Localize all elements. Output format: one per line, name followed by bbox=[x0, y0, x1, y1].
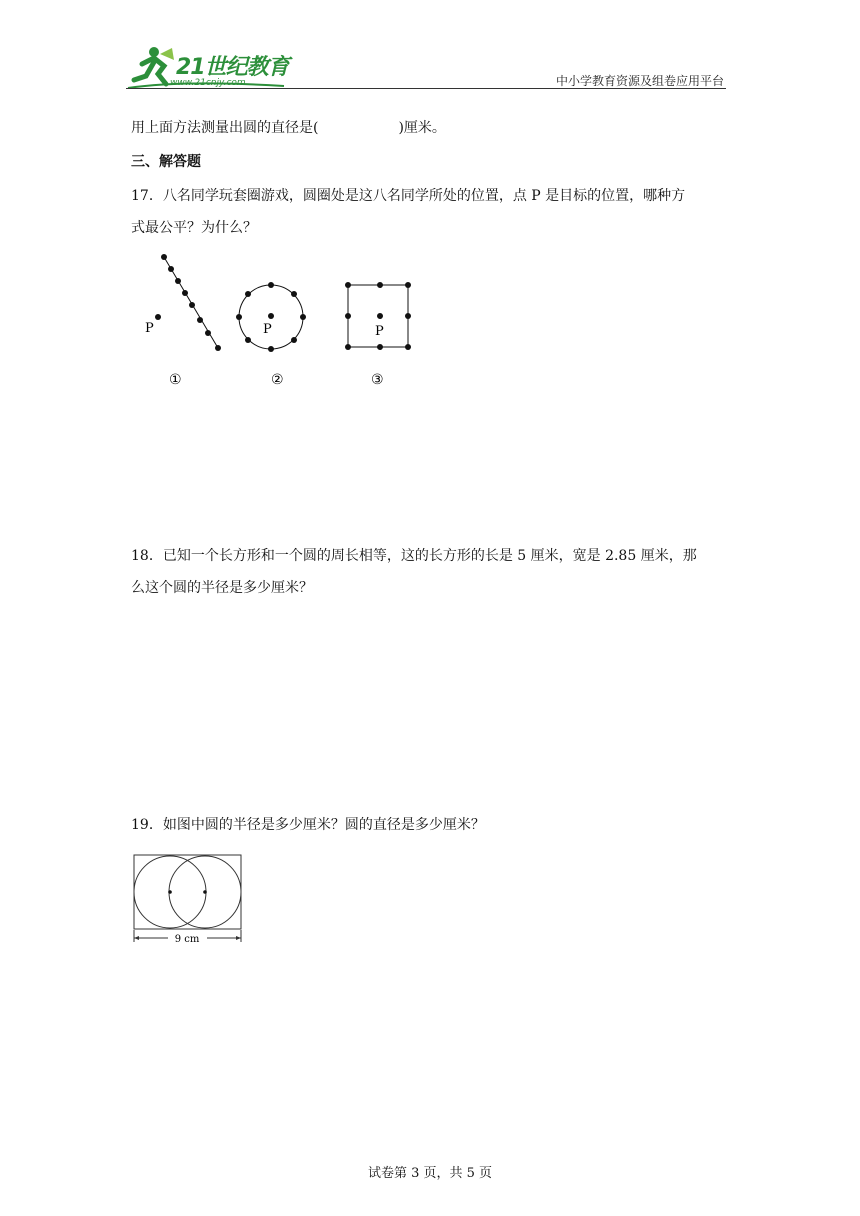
q17-line-2: 式最公平？为什么？ bbox=[131, 220, 257, 236]
option-3-label: ③ bbox=[371, 372, 384, 388]
header-divider bbox=[126, 88, 726, 89]
q17-figure bbox=[135, 250, 435, 395]
q17-line-1: 17．八名同学玩套圈游戏，圆圈处是这八名同学所处的位置，点 P 是目标的位置，哪种方 bbox=[131, 188, 686, 204]
point-p-label-1: P bbox=[145, 321, 154, 336]
option-2-circle-diagram bbox=[236, 282, 306, 352]
section-title: 三、解答题 bbox=[131, 154, 201, 170]
page-header bbox=[0, 0, 860, 100]
point-p-label-2: P bbox=[263, 322, 272, 337]
q16-text-before: 用上面方法测量出圆的直径是( bbox=[131, 120, 319, 136]
q18-line-2: 么这个圆的半径是多少厘米？ bbox=[131, 580, 313, 596]
q18-line-1: 18．已知一个长方形和一个圆的周长相等，这的长方形的长是 5 厘米，宽是 2.85 厘米，那 bbox=[131, 548, 697, 564]
q19-line-1: 19．如图中圆的半径是多少厘米？圆的直径是多少厘米？ bbox=[131, 817, 485, 833]
point-p-label-3: P bbox=[375, 324, 384, 339]
q16-text-after: )厘米。 bbox=[398, 120, 446, 136]
page-footer: 试卷第 3 页，共 5 页 bbox=[367, 1166, 493, 1181]
option-3-square-diagram bbox=[345, 282, 411, 350]
q16-answer-line bbox=[131, 118, 446, 138]
site-tagline: 中小学教育资源及组卷应用平台 bbox=[555, 74, 724, 88]
logo-url: www.21cnjy.com bbox=[170, 78, 246, 88]
option-2-label: ② bbox=[271, 372, 284, 388]
logo-text: 21世纪教育 bbox=[176, 55, 289, 80]
option-1-label: ① bbox=[169, 372, 182, 388]
dimension-label: 9 cm bbox=[174, 934, 200, 945]
q19-figure bbox=[128, 850, 248, 945]
option-1-line-diagram bbox=[145, 254, 221, 351]
